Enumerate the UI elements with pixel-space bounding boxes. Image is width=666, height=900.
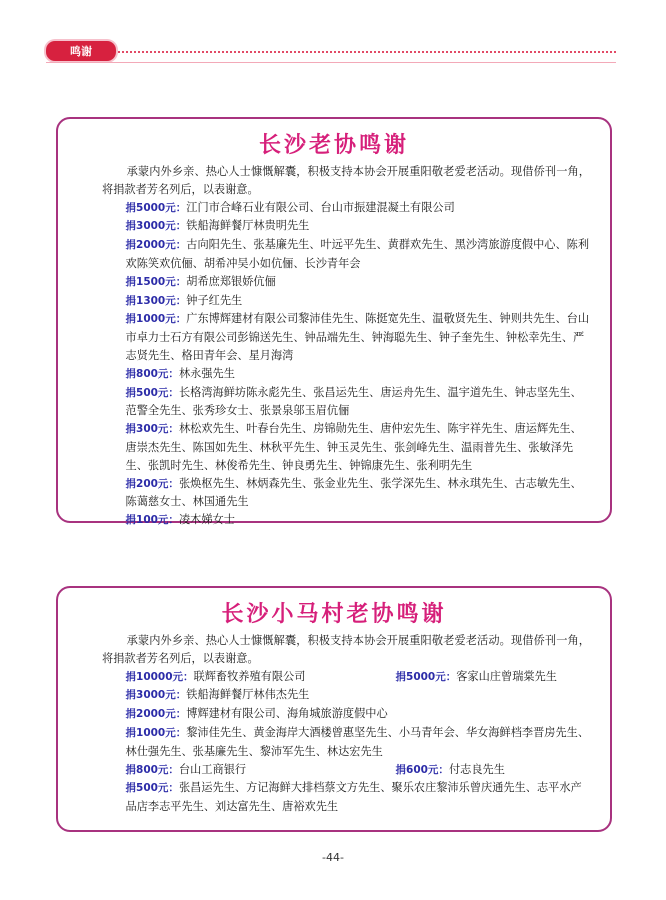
section-xiaoma-village <box>56 586 612 832</box>
header-rule <box>46 62 616 63</box>
donation-entry <box>102 475 590 512</box>
donor-names: 台山工商银行 <box>178 762 247 776</box>
donor-names: 张焕枢先生、林炳森先生、张金业先生、张学深先生、林永琪先生、古志敏先生、陈蔼慈女士、林国通先生 <box>125 476 582 509</box>
donation-entry <box>102 365 590 384</box>
donor-names: 凌木娣女士 <box>178 513 235 527</box>
donation-amount: 捐1500元： <box>125 275 187 288</box>
donation-amount: 捐300元： <box>125 423 179 436</box>
header-tab: 鸣谢 <box>46 41 116 61</box>
donation-entry <box>102 705 590 724</box>
section-intro: 承蒙内外乡亲、热心人士慷慨解囊，积极支持本协会开展重阳敬老爱老活动。现借侨刊一角，将捐款者芳名列后，以表谢意。 <box>102 634 590 665</box>
donation-amount: 捐5000元： <box>125 201 187 214</box>
donation-amount: 捐500元： <box>125 386 179 399</box>
donation-entry <box>102 217 590 236</box>
donation-amount: 捐100元： <box>125 514 179 527</box>
header-dotted-rule <box>118 51 616 53</box>
donation-list <box>102 199 590 530</box>
donation-amount: 捐2000元： <box>125 708 187 721</box>
donation-amount: 捐600元： <box>395 763 449 776</box>
donation-pair-row <box>102 668 590 687</box>
donation-entry <box>102 292 590 311</box>
donation-pair-row <box>102 761 590 780</box>
donation-amount: 捐3000元： <box>125 220 187 233</box>
donation-amount: 捐5000元： <box>395 670 457 683</box>
donor-names: 林松欢先生、叶春台先生、房锦勋先生、唐仲宏先生、陈宇祥先生、唐运辉先生、唐崇杰先生、陈国如先生、林秋平先生、钟玉灵先生、张剑峰先生、温雨普先生、张敏泽先生、张凯时先生、林俊希先生、钟良勇先生、钟锦康先生、张利明先生 <box>125 422 582 472</box>
donation-entry <box>102 686 590 705</box>
donor-names: 客家山庄曾瑞棠先生 <box>456 669 557 683</box>
section-title: 长沙老协鸣谢 <box>258 133 409 158</box>
donation-entry <box>102 384 590 421</box>
section-intro: 承蒙内外乡亲、热心人士慷慨解囊，积极支持本协会开展重阳敬老爱老活动。现借侨刊一角，将捐款者芳名列后，以表谢意。 <box>102 165 590 196</box>
donation-amount: 捐200元： <box>125 477 179 490</box>
page-number: -44- <box>322 851 344 864</box>
donation-amount: 捐800元： <box>125 763 179 776</box>
donation-amount: 捐1300元： <box>125 294 187 307</box>
donor-names: 博辉建材有限公司、海角城旅游度假中心 <box>186 707 388 721</box>
donor-names: 广东博辉建材有限公司黎沛佳先生、陈挺宽先生、温敬贤先生、钟则共先生、台山市卓力士石方有限公司彭锦送先生、钟品端先生、钟海聪先生、钟子奎先生、钟松幸先生、严志贤先生、格田青年会、星月海湾 <box>125 312 590 362</box>
donation-entry <box>102 420 590 474</box>
donation-entry <box>102 273 590 292</box>
donation-amount: 捐10000元： <box>125 670 194 683</box>
donation-entry <box>102 199 590 218</box>
donation-entry <box>126 761 396 780</box>
donation-entry <box>102 779 590 816</box>
donor-names: 林永强先生 <box>178 366 235 380</box>
donor-names: 付志良先生 <box>448 762 505 776</box>
donor-names: 古向阳先生、张基廉先生、叶远平先生、黄群欢先生、黑沙湾旅游度假中心、陈利欢陈笑欢伉俪、胡希冲吴小如伉俪、长沙青年会 <box>125 238 590 270</box>
donor-names: 江门市合峰石业有限公司、台山市振建混凝土有限公司 <box>186 200 455 214</box>
donor-names: 张昌运先生、方记海鲜大排档蔡文方先生、聚乐农庄黎沛乐曾庆通先生、志平水产品店李志平先生、刘达富先生、唐裕欢先生 <box>125 781 582 814</box>
donation-entry <box>102 236 590 273</box>
donor-names: 联辉畜牧养殖有限公司 <box>193 669 306 683</box>
donor-names: 铁船海鲜餐厅林伟杰先生 <box>186 688 310 702</box>
section-title: 长沙小马村老协鸣谢 <box>221 602 447 627</box>
donation-amount: 捐3000元： <box>125 689 187 702</box>
donor-names: 长格湾海鲜坊陈永彪先生、张昌运先生、唐运舟先生、温宇道先生、钟志坚先生、范警全先生、张秀珍女士、张景泉邬玉眉伉俪 <box>125 385 582 418</box>
donation-amount: 捐2000元： <box>125 239 187 252</box>
donation-entry <box>396 761 505 780</box>
donor-names: 钟子红先生 <box>186 293 243 307</box>
donation-entry <box>126 668 396 687</box>
donation-amount: 捐500元： <box>125 782 179 795</box>
donation-entry <box>396 668 557 687</box>
donation-amount: 捐1000元： <box>125 726 187 739</box>
donation-entry <box>102 511 590 530</box>
donation-amount: 捐1000元： <box>125 313 187 326</box>
donation-entry <box>102 310 590 364</box>
donation-amount: 捐800元： <box>125 367 179 380</box>
donation-entry <box>102 724 590 761</box>
donor-names: 胡希庶郑银娇伉俪 <box>186 274 276 288</box>
donor-names: 铁船海鲜餐厅林贵明先生 <box>186 219 310 233</box>
section-changsha <box>56 117 612 527</box>
donor-names: 黎沛佳先生、黄金海岸大酒楼曾惠坚先生、小马青年会、华女海鲜档李晋房先生、林仕强先生、张基廉先生、黎沛军先生、林达宏先生 <box>125 725 590 758</box>
